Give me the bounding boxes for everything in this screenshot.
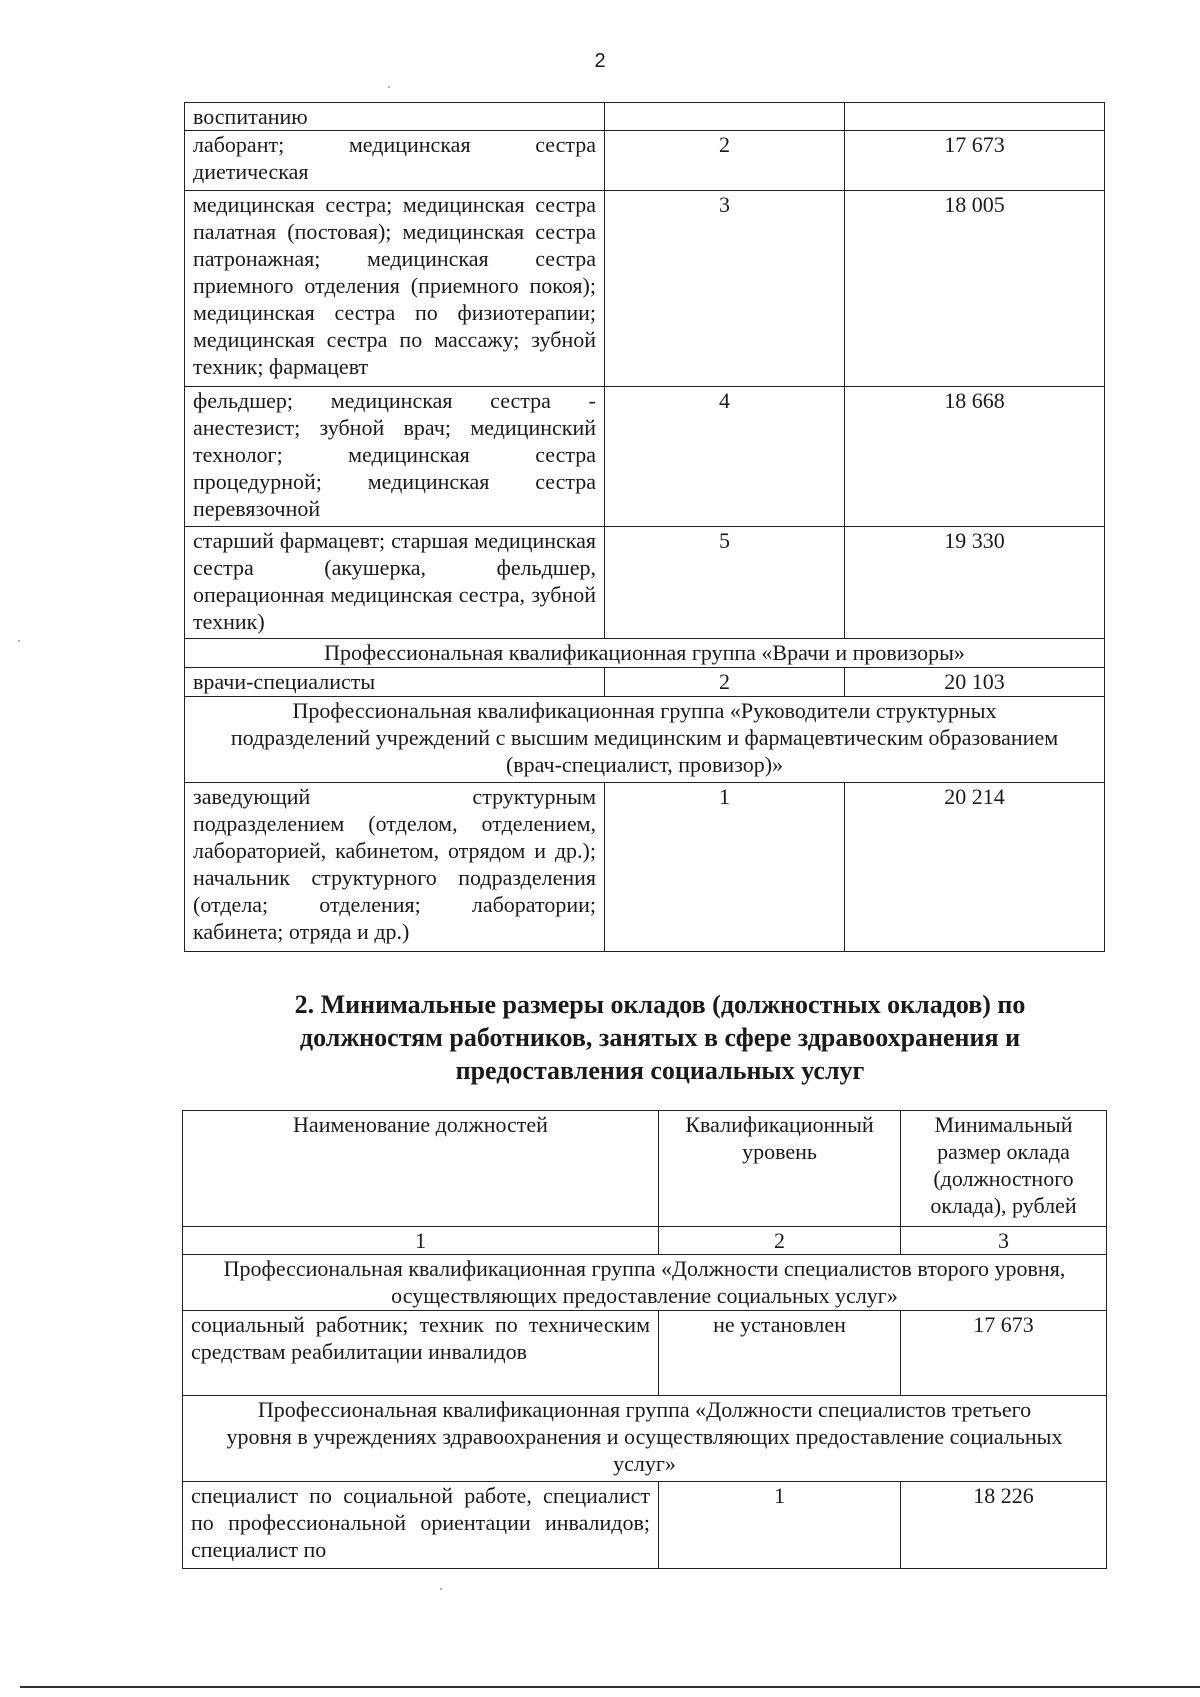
header-minimum-salary: Минимальный размер оклада (должностного оклада), рублей xyxy=(901,1111,1107,1227)
table-row xyxy=(183,1311,1107,1396)
qualification-level-cell: 1 xyxy=(605,783,845,952)
position-name-cell: врачи-специалисты xyxy=(185,668,605,697)
qualification-level-cell: 4 xyxy=(605,387,845,527)
salary-cell: 18 668 xyxy=(845,387,1105,527)
qualification-level-cell: не установлен xyxy=(659,1311,901,1396)
position-name-cell: медицинская сестра; медицинская сестра палатная (постовая); медицинская сестра патронажная; медицинская сестра приемного отделения (приемного покоя); медицинская сестра по физиотерапии; медицинская сестра по массажу; зубной техник; фармацевт xyxy=(185,191,605,387)
column-number: 1 xyxy=(183,1227,659,1255)
scan-speck xyxy=(440,1588,442,1590)
position-name-cell: социальный работник; техник по техническим средствам реабилитации инвалидов xyxy=(183,1311,659,1396)
column-number: 2 xyxy=(659,1227,901,1255)
salary-cell: 18 005 xyxy=(845,191,1105,387)
table-row xyxy=(185,527,1105,639)
qualification-level-cell xyxy=(605,103,845,131)
position-name-cell: фельдшер; медицинская сестра - анестезист; зубной врач; медицинский технолог; медицинская сестра процедурной; медицинская сестра перевязочной xyxy=(185,387,605,527)
table-row xyxy=(185,387,1105,527)
salary-cell xyxy=(845,103,1105,131)
position-name-cell: специалист по социальной работе, специалист по профессиональной ориентации инвалидов; специалист по xyxy=(183,1482,659,1569)
page-number: 2 xyxy=(594,50,606,72)
salary-table-continued xyxy=(184,102,1105,952)
group-header-row xyxy=(183,1255,1107,1311)
salary-cell: 20 103 xyxy=(845,668,1105,697)
table-row xyxy=(185,191,1105,387)
salary-cell: 20 214 xyxy=(845,783,1105,952)
section-heading: 2. Минимальные размеры окладов (должностных окладов) по должностям работников, занятых в сфере здравоохранения и предоставления социальных услуг xyxy=(294,990,1026,1085)
qualification-level-cell: 5 xyxy=(605,527,845,639)
salary-cell: 19 330 xyxy=(845,527,1105,639)
header-qualification-level: Квалификационный уровень xyxy=(659,1111,901,1227)
column-number: 3 xyxy=(901,1227,1107,1255)
position-name-cell: воспитанию xyxy=(185,103,605,131)
table-row xyxy=(183,1482,1107,1569)
position-name-cell: лаборант; медицинская сестра диетическая xyxy=(185,131,605,191)
bottom-rule xyxy=(20,1686,1200,1688)
social-services-salary-table xyxy=(182,1110,1107,1569)
table-row xyxy=(185,783,1105,952)
table-row xyxy=(185,103,1105,131)
table-row xyxy=(185,668,1105,697)
group-header-row xyxy=(183,1396,1107,1482)
qualification-level-cell: 3 xyxy=(605,191,845,387)
scan-speck xyxy=(18,640,20,642)
position-name-cell: старший фармацевт; старшая медицинская сестра (акушерка, фельдшер, операционная медицинская сестра, зубной техник) xyxy=(185,527,605,639)
qualification-group-title: Профессиональная квалификационная группа «Руководители структурных подразделений учреждений с высшим медицинским и фармацевтическим образованием (врач-специалист, провизор)» xyxy=(185,697,1105,783)
table-header-row xyxy=(183,1111,1107,1227)
position-name-cell: заведующий структурным подразделением (отделом, отделением, лабораторией, кабинетом, отрядом и др.); начальник структурного подразделения (отдела; отделения; лаборатории; кабинета; отряда и др.) xyxy=(185,783,605,952)
qualification-group-title: Профессиональная квалификационная группа «Врачи и провизоры» xyxy=(185,639,1105,668)
table-row xyxy=(185,131,1105,191)
group-header-row xyxy=(185,639,1105,668)
qualification-level-cell: 2 xyxy=(605,131,845,191)
column-number-row xyxy=(183,1227,1107,1255)
header-position-name: Наименование должностей xyxy=(183,1111,659,1227)
scan-speck xyxy=(388,86,390,88)
qualification-level-cell: 2 xyxy=(605,668,845,697)
group-header-row xyxy=(185,697,1105,783)
qualification-group-title: Профессиональная квалификационная группа «Должности специалистов второго уровня, осуществляющих предоставление социальных услуг» xyxy=(183,1255,1107,1311)
salary-cell: 18 226 xyxy=(901,1482,1107,1569)
salary-cell: 17 673 xyxy=(845,131,1105,191)
qualification-group-title: Профессиональная квалификационная группа «Должности специалистов третьего уровня в учреждениях здравоохранения и осуществляющих предоставление социальных услуг» xyxy=(183,1396,1107,1482)
salary-cell: 17 673 xyxy=(901,1311,1107,1396)
qualification-level-cell: 1 xyxy=(659,1482,901,1569)
